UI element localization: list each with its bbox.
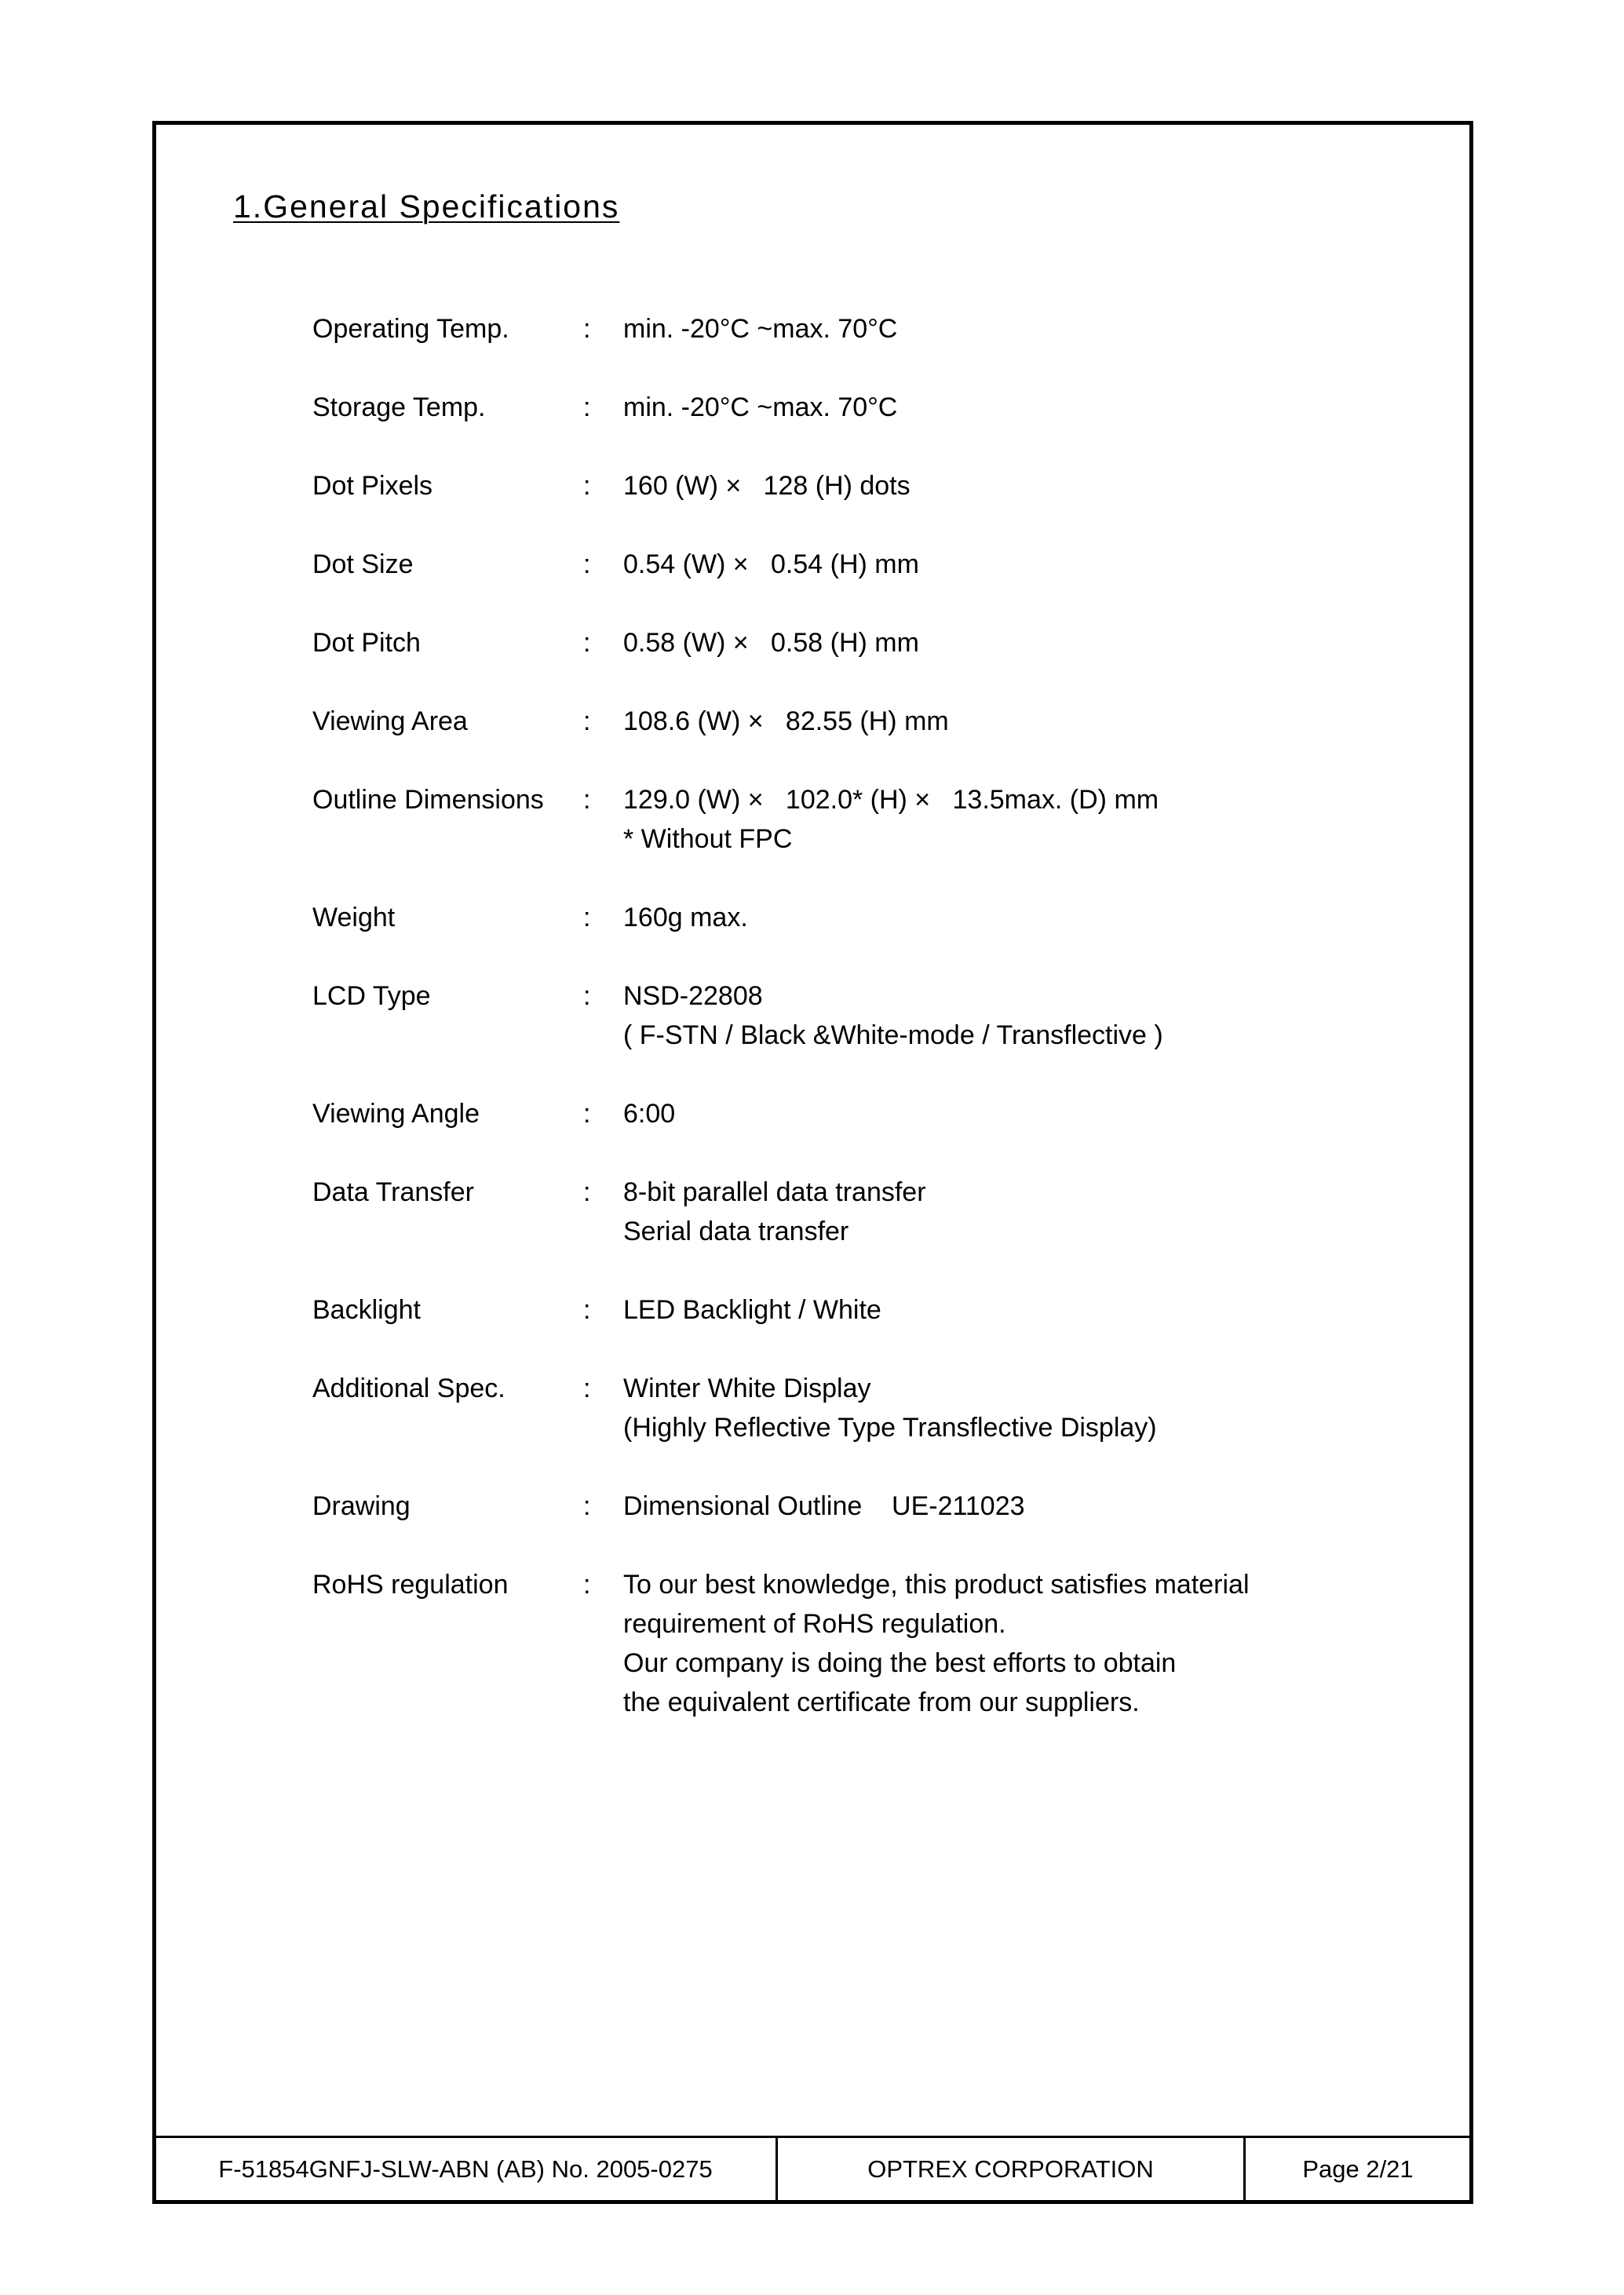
spec-value: 0.54 (W) × 0.54 (H) mm	[623, 549, 919, 579]
spec-label: Outline Dimensions	[312, 785, 544, 815]
footer	[155, 2136, 1470, 2201]
spec-value: 8-bit parallel data transfer Serial data transfer	[623, 1177, 926, 1246]
spec-value: 160g max.	[623, 903, 748, 932]
footer-document-number: F-51854GNFJ-SLW-ABN (AB) No. 2005-0275	[218, 2155, 713, 2183]
spec-separator: :	[583, 314, 591, 344]
spec-value: 129.0 (W) × 102.0* (H) × 13.5max. (D) mm * Without FPC	[623, 785, 1159, 854]
footer-company: OPTREX CORPORATION	[867, 2155, 1154, 2183]
spec-value: 6:00	[623, 1099, 676, 1129]
spec-label: Drawing	[312, 1491, 411, 1521]
spec-separator: :	[583, 706, 591, 736]
spec-label: RoHS regulation	[312, 1570, 509, 1600]
footer-page-number: Page 2/21	[1302, 2155, 1414, 2183]
spec-value: NSD-22808 ( F-STN / Black &White-mode / Transflective )	[623, 981, 1163, 1050]
spec-label: Data Transfer	[312, 1177, 474, 1207]
spec-separator: :	[583, 1374, 591, 1403]
spec-label: Storage Temp.	[312, 392, 486, 422]
spec-label: Backlight	[312, 1295, 421, 1325]
spec-separator: :	[583, 471, 591, 501]
spec-label: Weight	[312, 903, 396, 932]
spec-label: Additional Spec.	[312, 1374, 505, 1403]
spec-separator: :	[583, 903, 591, 932]
section-title: 1.General Specifications	[233, 188, 620, 224]
spec-separator: :	[583, 981, 591, 1011]
spec-label: Dot Pixels	[312, 471, 433, 501]
spec-separator: :	[583, 628, 591, 658]
spec-value: To our best knowledge, this product satisfies material requirement of RoHS regulation. Our company is doing the best efforts to obtain the equivalent certificate from our suppliers.	[623, 1570, 1250, 1717]
spec-separator: :	[583, 1491, 591, 1521]
spec-value: 108.6 (W) × 82.55 (H) mm	[623, 706, 949, 736]
spec-separator: :	[583, 1177, 591, 1207]
spec-value: Winter White Display (Highly Reflective Type Transflective Display)	[623, 1374, 1157, 1443]
spec-value: Dimensional Outline UE-211023	[623, 1491, 1025, 1521]
spec-label: Viewing Angle	[312, 1099, 480, 1129]
spec-separator: :	[583, 785, 591, 815]
spec-value: 160 (W) × 128 (H) dots	[623, 471, 911, 501]
spec-label: Dot Pitch	[312, 628, 421, 658]
spec-label: LCD Type	[312, 981, 431, 1011]
spec-value: min. -20°C ~max. 70°C	[623, 392, 898, 422]
spec-separator: :	[583, 1295, 591, 1325]
spec-value: LED Backlight / White	[623, 1295, 881, 1325]
page-border	[152, 121, 1473, 2204]
spec-value: 0.58 (W) × 0.58 (H) mm	[623, 628, 919, 658]
spec-separator: :	[583, 1099, 591, 1129]
spec-separator: :	[583, 549, 591, 579]
spec-separator: :	[583, 392, 591, 422]
spec-label: Dot Size	[312, 549, 414, 579]
spec-value: min. -20°C ~max. 70°C	[623, 314, 898, 344]
spec-label: Operating Temp.	[312, 314, 509, 344]
spec-separator: :	[583, 1570, 591, 1600]
spec-label: Viewing Area	[312, 706, 468, 736]
